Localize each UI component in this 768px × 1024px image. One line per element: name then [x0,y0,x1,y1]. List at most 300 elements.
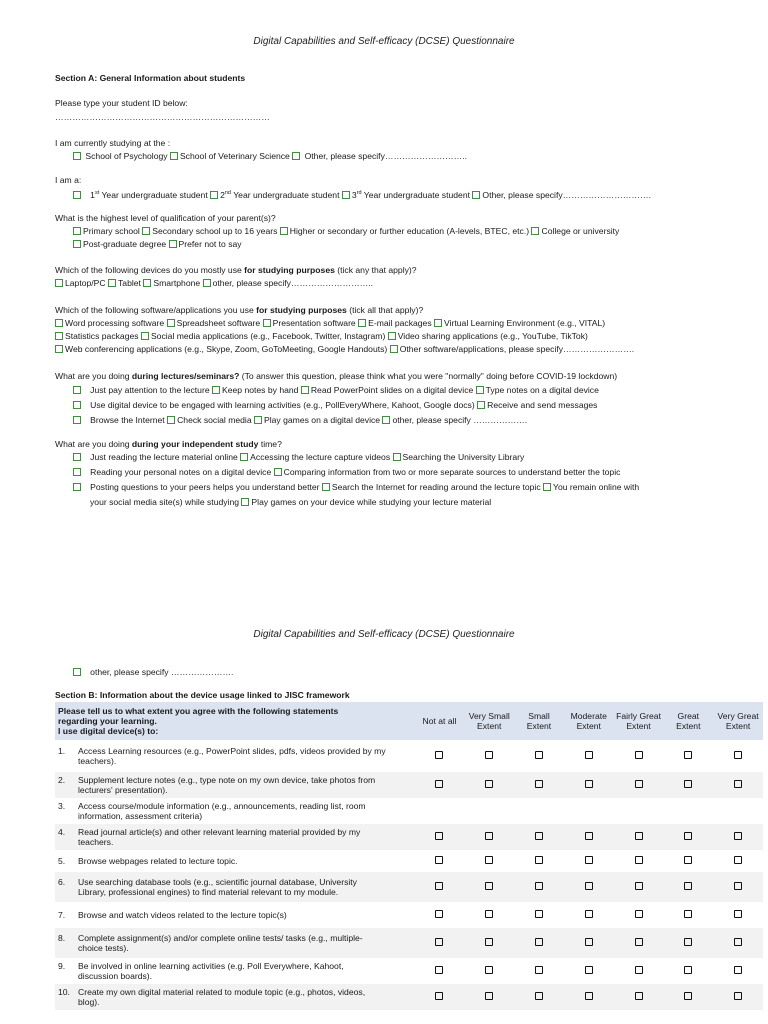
rating-cell [663,928,713,958]
qualification-options-row1 [73,226,619,236]
option-label: Keep notes by hand [222,385,299,395]
statement-text: teachers. [78,837,114,847]
option-label: Posting questions to your peers helps you understand better [90,482,320,492]
rating-checkbox[interactable] [635,910,643,918]
rating-cell [415,798,465,824]
checkbox[interactable] [210,191,218,199]
checkbox[interactable] [73,668,81,676]
statement-cell [55,772,415,798]
prompt-text: (To answer this question, please think what you were "normally" doing before COVID-19 lockdown) [239,371,618,381]
row-number: 3. [58,801,66,811]
checkbox[interactable] [73,483,81,491]
rating-checkbox[interactable] [684,882,692,890]
rating-checkbox[interactable] [535,938,543,946]
option-label: Other, please specify…………………………. [482,189,651,200]
statement-cell [55,902,415,928]
checkbox[interactable] [203,279,211,287]
year-options [73,188,651,200]
independent-options-row4 [90,497,491,507]
rating-cell [514,850,564,872]
rating-checkbox[interactable] [734,856,742,864]
ordinal: rd [356,190,362,196]
checkbox[interactable] [73,227,81,235]
rating-checkbox[interactable] [684,780,692,788]
option-label: Year undergraduate student [361,189,470,200]
statement-text: Browse and watch videos related to the lecture topic(s) [78,910,287,920]
option-label: Web conferencing applications (e.g., Skype, Zoom, GoToMeeting, Google Handouts) [65,344,388,354]
row-number: 10. [58,987,70,997]
studying-prompt: I am currently studying at the : [55,138,171,148]
option-label: 1 [90,189,95,200]
option-label: Accessing the lecture capture videos [250,452,391,462]
rating-checkbox[interactable] [635,882,643,890]
ordinal: st [94,190,100,196]
rating-checkbox[interactable] [435,751,443,759]
other-option [73,667,233,677]
checkbox[interactable] [274,468,282,476]
table-header-row [55,702,763,740]
statement-cell [55,798,415,824]
checkbox[interactable] [73,453,81,461]
rating-checkbox[interactable] [635,780,643,788]
rating-checkbox[interactable] [535,910,543,918]
rating-cell [514,798,564,824]
col-header: Very Great Extent [713,702,763,740]
checkbox[interactable] [73,152,81,160]
rating-cell [464,872,514,902]
col-header: Not at all [415,702,465,740]
rating-checkbox[interactable] [585,751,593,759]
option-label: Other, please specify……………………….. [304,151,467,161]
statement-text: lecturers' presentation). [78,785,168,795]
checkbox[interactable] [390,345,398,353]
checkbox[interactable] [292,152,300,160]
row-number: 8. [58,933,66,943]
table-row [55,772,763,798]
option-label: Presentation software [272,318,356,328]
prompt-text: Which of the following devices do you mostly use [55,265,245,275]
lectures-options-row2 [73,400,597,410]
rating-checkbox[interactable] [635,832,643,840]
rating-cell [713,850,763,872]
rating-checkbox[interactable] [734,992,742,1000]
table-row [55,872,763,902]
rating-checkbox[interactable] [734,882,742,890]
rating-checkbox[interactable] [435,882,443,890]
rating-checkbox[interactable] [734,751,742,759]
option-label: Virtual Learning Environment (e.g., VITAL) [444,318,606,328]
statement-cell [55,928,415,958]
rating-checkbox[interactable] [585,882,593,890]
option-label: Searching the University Library [402,452,525,462]
statement-text: Access course/module information (e.g., announcements, reading list, room [78,801,366,811]
option-label: Use digital device to be engaged with learning activities (e.g., PollEveryWhere, Kahoot, Google docs) [90,400,475,410]
checkbox[interactable] [477,401,485,409]
rating-checkbox[interactable] [435,780,443,788]
checkbox[interactable] [240,453,248,461]
option-label: other, please specify …………………. [90,667,234,677]
qualification-prompt: What is the highest level of qualification of your parent(s)? [55,213,276,223]
option-label: your social media site(s) while studying [90,497,240,507]
rating-checkbox[interactable] [585,780,593,788]
rating-cell [614,740,664,772]
option-label: Tablet [118,278,141,288]
checkbox[interactable] [167,416,175,424]
rating-cell [415,772,465,798]
rating-checkbox[interactable] [535,832,543,840]
ordinal: nd [224,190,231,196]
checkbox[interactable] [73,401,81,409]
checkbox[interactable] [169,240,177,248]
option-label: Social media applications (e.g., Facebook, Twitter, Instagram) [150,331,386,341]
header-line: I use digital device(s) to: [58,726,159,736]
statement-text: Access Learning resources (e.g., PowerPoint slides, pdfs, videos provided by my [78,746,386,756]
option-label: 2 [220,189,225,200]
option-label: Prefer not to say [178,239,242,249]
rating-cell [663,902,713,928]
rating-cell [464,824,514,850]
option-label: Check social media [177,415,252,425]
option-label: Post-graduate degree [83,239,167,249]
rating-cell [614,984,664,1010]
checkbox[interactable] [388,332,396,340]
checkbox[interactable] [170,152,178,160]
rating-checkbox[interactable] [684,832,692,840]
rating-cell [614,850,664,872]
rating-cell [415,872,465,902]
statement-cell [55,740,415,772]
rating-cell [514,772,564,798]
table-row [55,958,763,984]
rating-cell [663,872,713,902]
checkbox[interactable] [434,319,442,327]
prompt-emphasis: during lectures/seminars? [131,371,240,381]
option-label: Search the Internet for reading around the lecture topic [331,482,541,492]
option-label: Smartphone [153,278,201,288]
checkbox[interactable] [143,279,151,287]
rating-checkbox[interactable] [485,882,493,890]
table-row [55,902,763,928]
lectures-options-row1 [73,385,599,395]
rating-checkbox[interactable] [485,938,493,946]
rating-cell [614,958,664,984]
rating-checkbox[interactable] [585,966,593,974]
checkbox[interactable] [531,227,539,235]
rating-cell [713,824,763,850]
checkbox[interactable] [342,191,350,199]
rating-cell [713,872,763,902]
rating-cell [713,772,763,798]
rating-cell [614,772,664,798]
option-label: Statistics packages [65,331,139,341]
rating-checkbox[interactable] [485,780,493,788]
rating-cell [614,902,664,928]
checkbox[interactable] [167,319,175,327]
rating-checkbox[interactable] [635,992,643,1000]
rating-checkbox[interactable] [435,992,443,1000]
header-line: regarding your learning. [58,716,157,726]
rating-cell [514,872,564,902]
checkbox[interactable] [358,319,366,327]
likert-table [55,702,763,1010]
rating-cell [415,928,465,958]
prompt-emphasis: for studying purposes [244,265,335,275]
option-label: other, please specify……………………….. [212,278,374,288]
statement-text: Use searching database tools (e.g., scientific journal database, University [78,877,357,887]
checkbox[interactable] [73,386,81,394]
statement-text: Browse webpages related to lecture topic. [78,856,238,866]
rating-cell [713,902,763,928]
prompt-text: Which of the following software/applications you use [55,305,257,315]
option-label: Comparing information from two or more separate sources to understand better the topic [283,467,621,477]
rating-cell [663,850,713,872]
rating-checkbox[interactable] [734,910,742,918]
checkbox[interactable] [476,386,484,394]
iam-prompt: I am a: [55,175,82,185]
rating-checkbox[interactable] [535,966,543,974]
lectures-prompt [55,371,617,381]
rating-checkbox[interactable] [485,856,493,864]
option-label: Just reading the lecture material online [90,452,238,462]
student-id-field[interactable]: ………………………………………………………………… [55,112,270,122]
rating-checkbox[interactable] [635,938,643,946]
option-label: School of Veterinary Science [179,151,290,161]
rating-checkbox[interactable] [435,966,443,974]
checkbox[interactable] [55,332,63,340]
rating-checkbox[interactable] [684,938,692,946]
table-row [55,740,763,772]
rating-cell [663,740,713,772]
statement-text: Be involved in online learning activities (e.g. Poll Everywhere, Kahoot, [78,961,344,971]
rating-checkbox[interactable] [435,832,443,840]
checkbox[interactable] [254,416,262,424]
row-number: 5. [58,856,66,866]
option-label: Spreadsheet software [176,318,261,328]
statement-text: teachers). [78,756,117,766]
rating-cell [564,824,614,850]
independent-options-row1 [73,452,524,462]
software-options-row2 [55,331,588,341]
rating-cell [564,928,614,958]
checkbox[interactable] [55,319,63,327]
prompt-emphasis: for studying purposes [256,305,347,315]
qualification-options-row2 [73,239,242,249]
checkbox[interactable] [142,227,150,235]
rating-checkbox[interactable] [585,938,593,946]
option-label: Receive and send messages [487,400,598,410]
table-row [55,850,763,872]
rating-checkbox[interactable] [435,856,443,864]
rating-checkbox[interactable] [485,966,493,974]
header-line: Please tell us to what extent you agree with the following statements [58,706,339,716]
option-label: Laptop/PC [65,278,106,288]
independent-options-row2 [73,467,620,477]
checkbox[interactable] [73,240,81,248]
rating-checkbox[interactable] [635,856,643,864]
rating-cell [464,772,514,798]
rating-cell [564,902,614,928]
statement-text: discussion boards). [78,971,153,981]
table-row [55,798,763,824]
col-header: Fairly Great Extent [614,702,664,740]
rating-cell [614,928,664,958]
rating-checkbox[interactable] [585,992,593,1000]
option-label: Word processing software [65,318,165,328]
option-label: Browse the Internet [90,415,165,425]
rating-checkbox[interactable] [535,751,543,759]
rating-cell [564,958,614,984]
statement-cell [55,824,415,850]
rating-checkbox[interactable] [734,966,742,974]
rating-checkbox[interactable] [485,910,493,918]
rating-checkbox[interactable] [585,832,593,840]
rating-cell [564,984,614,1010]
statement-text: Supplement lecture notes (e.g., type note on my own device, take photos from [78,775,376,785]
checkbox[interactable] [382,416,390,424]
rating-checkbox[interactable] [535,992,543,1000]
checkbox[interactable] [393,453,401,461]
checkbox[interactable] [55,279,63,287]
statement-text: information, assessment criteria) [78,811,203,821]
rating-checkbox[interactable] [684,992,692,1000]
option-label: Other software/applications, please specify……………………. [399,344,635,354]
option-label: College or university [541,226,620,236]
rating-checkbox[interactable] [585,910,593,918]
statement-header [55,702,415,740]
row-number: 9. [58,961,66,971]
rating-cell [514,740,564,772]
software-options-row1 [55,318,605,328]
rating-cell [464,928,514,958]
statement-text: Read journal article(s) and other relevant learning material provided by my [78,827,361,837]
rating-cell [564,798,614,824]
rating-cell [464,850,514,872]
rating-checkbox[interactable] [734,938,742,946]
checkbox[interactable] [241,498,249,506]
rating-checkbox[interactable] [435,938,443,946]
option-label: Video sharing applications (e.g., YouTube, TikTok) [397,331,588,341]
software-options-row3 [55,344,634,354]
rating-checkbox[interactable] [684,856,692,864]
rating-checkbox[interactable] [684,966,692,974]
checkbox[interactable] [212,386,220,394]
rating-checkbox[interactable] [485,992,493,1000]
section-b-title: Section B: Information about the device usage linked to JISC framework [55,690,350,700]
row-number: 2. [58,775,66,785]
option-label: Secondary school up to 16 years [152,226,278,236]
rating-checkbox[interactable] [635,751,643,759]
rating-checkbox[interactable] [635,966,643,974]
rating-checkbox[interactable] [535,780,543,788]
rating-cell [564,850,614,872]
rating-checkbox[interactable] [734,832,742,840]
software-prompt [55,305,423,315]
option-label: Primary school [83,226,140,236]
checkbox[interactable] [322,483,330,491]
rating-checkbox[interactable] [684,751,692,759]
rating-cell [415,958,465,984]
prompt-text: time? [258,439,282,449]
checkbox[interactable] [543,483,551,491]
option-label: Play games on your device while studying your lecture material [251,497,492,507]
rating-cell [514,958,564,984]
rating-checkbox[interactable] [535,882,543,890]
rating-checkbox[interactable] [435,910,443,918]
row-number: 1. [58,746,66,756]
rating-cell [564,872,614,902]
checkbox[interactable] [472,191,480,199]
rating-cell [514,824,564,850]
col-header: Small Extent [514,702,564,740]
lectures-options-row3 [73,415,527,425]
rating-checkbox[interactable] [684,910,692,918]
rating-checkbox[interactable] [734,780,742,788]
rating-cell [663,824,713,850]
rating-cell [415,984,465,1010]
rating-cell [713,928,763,958]
prompt-text: What are you doing [55,439,132,449]
rating-cell [713,984,763,1010]
rating-cell [464,798,514,824]
rating-cell [663,772,713,798]
checkbox[interactable] [108,279,116,287]
checkbox[interactable] [280,227,288,235]
option-label: E-mail packages [368,318,432,328]
checkbox[interactable] [141,332,149,340]
checkbox[interactable] [73,468,81,476]
page-header: Digital Capabilities and Self-efficacy (DCSE) Questionnaire [253,36,515,47]
statement-cell [55,850,415,872]
checkbox[interactable] [263,319,271,327]
rating-cell [464,958,514,984]
checkbox[interactable] [73,191,81,199]
checkbox[interactable] [73,416,81,424]
rating-cell [663,958,713,984]
rating-cell [514,928,564,958]
checkbox[interactable] [301,386,309,394]
rating-cell [464,984,514,1010]
rating-checkbox[interactable] [535,856,543,864]
rating-cell [713,798,763,824]
rating-checkbox[interactable] [485,832,493,840]
statement-cell [55,984,415,1010]
statement-text: choice tests). [78,943,129,953]
rating-checkbox[interactable] [485,751,493,759]
option-label: Just pay attention to the lecture [90,385,210,395]
rating-cell [614,872,664,902]
rating-cell [663,984,713,1010]
studying-options [73,151,467,161]
option-label: School of Psychology [85,151,168,161]
option-label: Type notes on a digital device [485,385,599,395]
rating-cell [514,902,564,928]
col-header: Very Small Extent [464,702,514,740]
rating-checkbox[interactable] [585,856,593,864]
table-row [55,928,763,958]
rating-cell [564,740,614,772]
rating-cell [415,850,465,872]
rating-cell [415,740,465,772]
option-label: Play games on a digital device [264,415,381,425]
rating-cell [564,772,614,798]
rating-cell [464,740,514,772]
prompt-emphasis: during your independent study [131,439,259,449]
rating-cell [415,824,465,850]
checkbox[interactable] [55,345,63,353]
option-label: Year undergraduate student [99,189,208,200]
prompt-text: What are you doing [55,371,132,381]
statement-cell [55,872,415,902]
